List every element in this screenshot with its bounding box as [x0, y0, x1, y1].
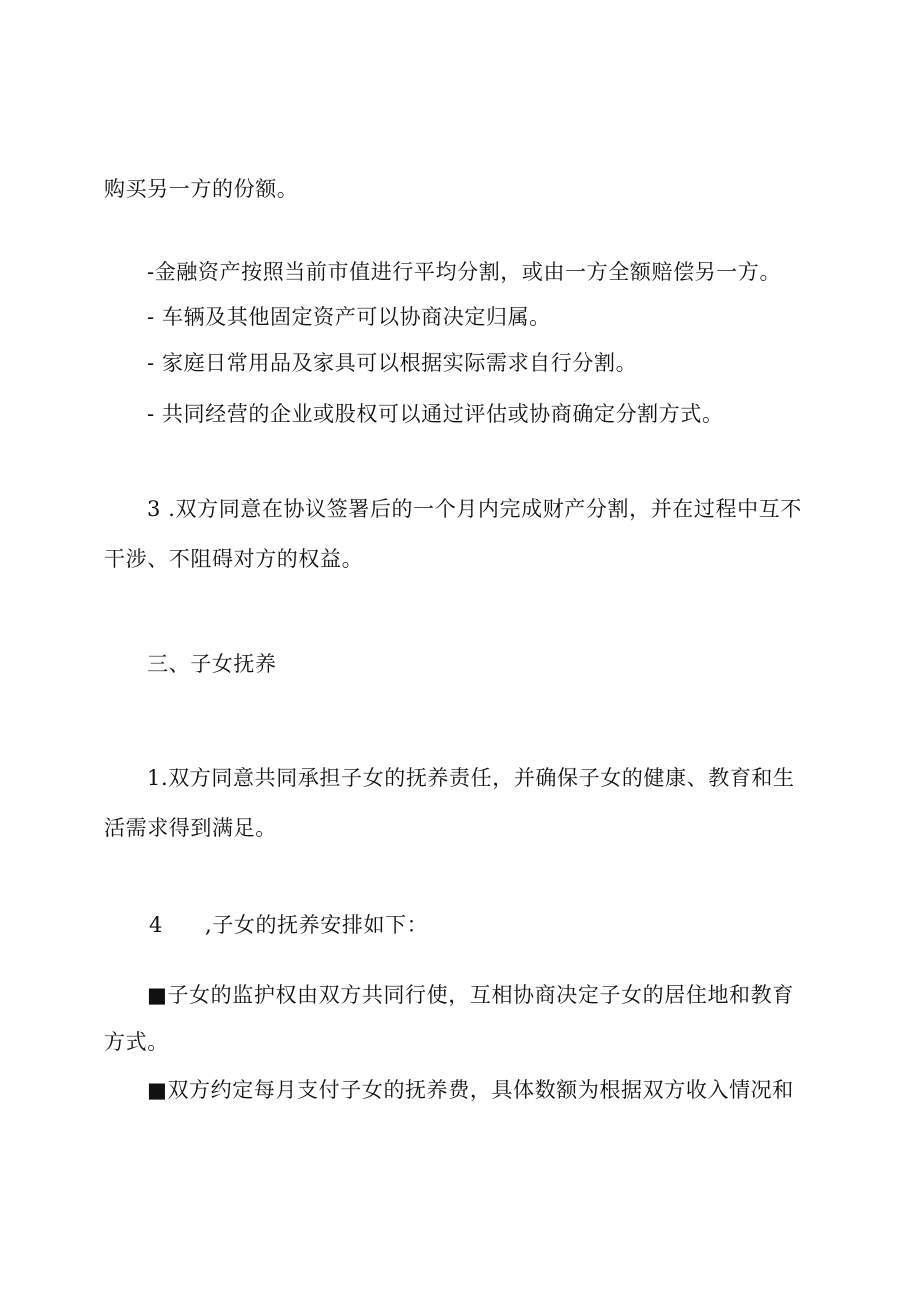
- list-item-business-equity: - 共同经营的企业或股权可以通过评估或协商确定分割方式。: [147, 402, 724, 426]
- clause-4-text: ,子女的抚养安排如下：: [205, 913, 429, 937]
- clause-3-line-2: 干涉、不阻碍对方的权益。: [104, 547, 364, 571]
- list-item-financial-assets: -金融资产按照当前市值进行平均分割，或由一方全额赔偿另一方。: [147, 260, 782, 284]
- bullet-support-payment: ■双方约定每月支付子女的抚养费，具体数额为根据双方收入情况和: [147, 1078, 794, 1102]
- bullet-guardianship-line-1: ■子女的监护权由双方共同行使，互相协商决定子女的居住地和教育: [147, 983, 794, 1007]
- clause-3-line-1: 3 .双方同意在协议签署后的一个月内完成财产分割，并在过程中互不: [147, 497, 802, 521]
- section-heading-child-custody: 三、子女抚养: [147, 652, 277, 676]
- paragraph-continuation-share-purchase: 购买另一方的份额。: [104, 177, 299, 201]
- clause-4-heading: [149, 911, 428, 939]
- clause-1-line-1: 1.双方同意共同承担子女的抚养责任，并确保子女的健康、教育和生: [147, 766, 795, 790]
- list-item-household-items: - 家庭日常用品及家具可以根据实际需求自行分割。: [147, 351, 638, 375]
- list-item-vehicles: - 车辆及其他固定资产可以协商决定归属。: [147, 305, 551, 329]
- clause-4-number: 4: [149, 913, 163, 937]
- clause-1-line-2: 活需求得到满足。: [104, 816, 277, 840]
- bullet-guardianship-line-2: 方式。: [104, 1030, 169, 1054]
